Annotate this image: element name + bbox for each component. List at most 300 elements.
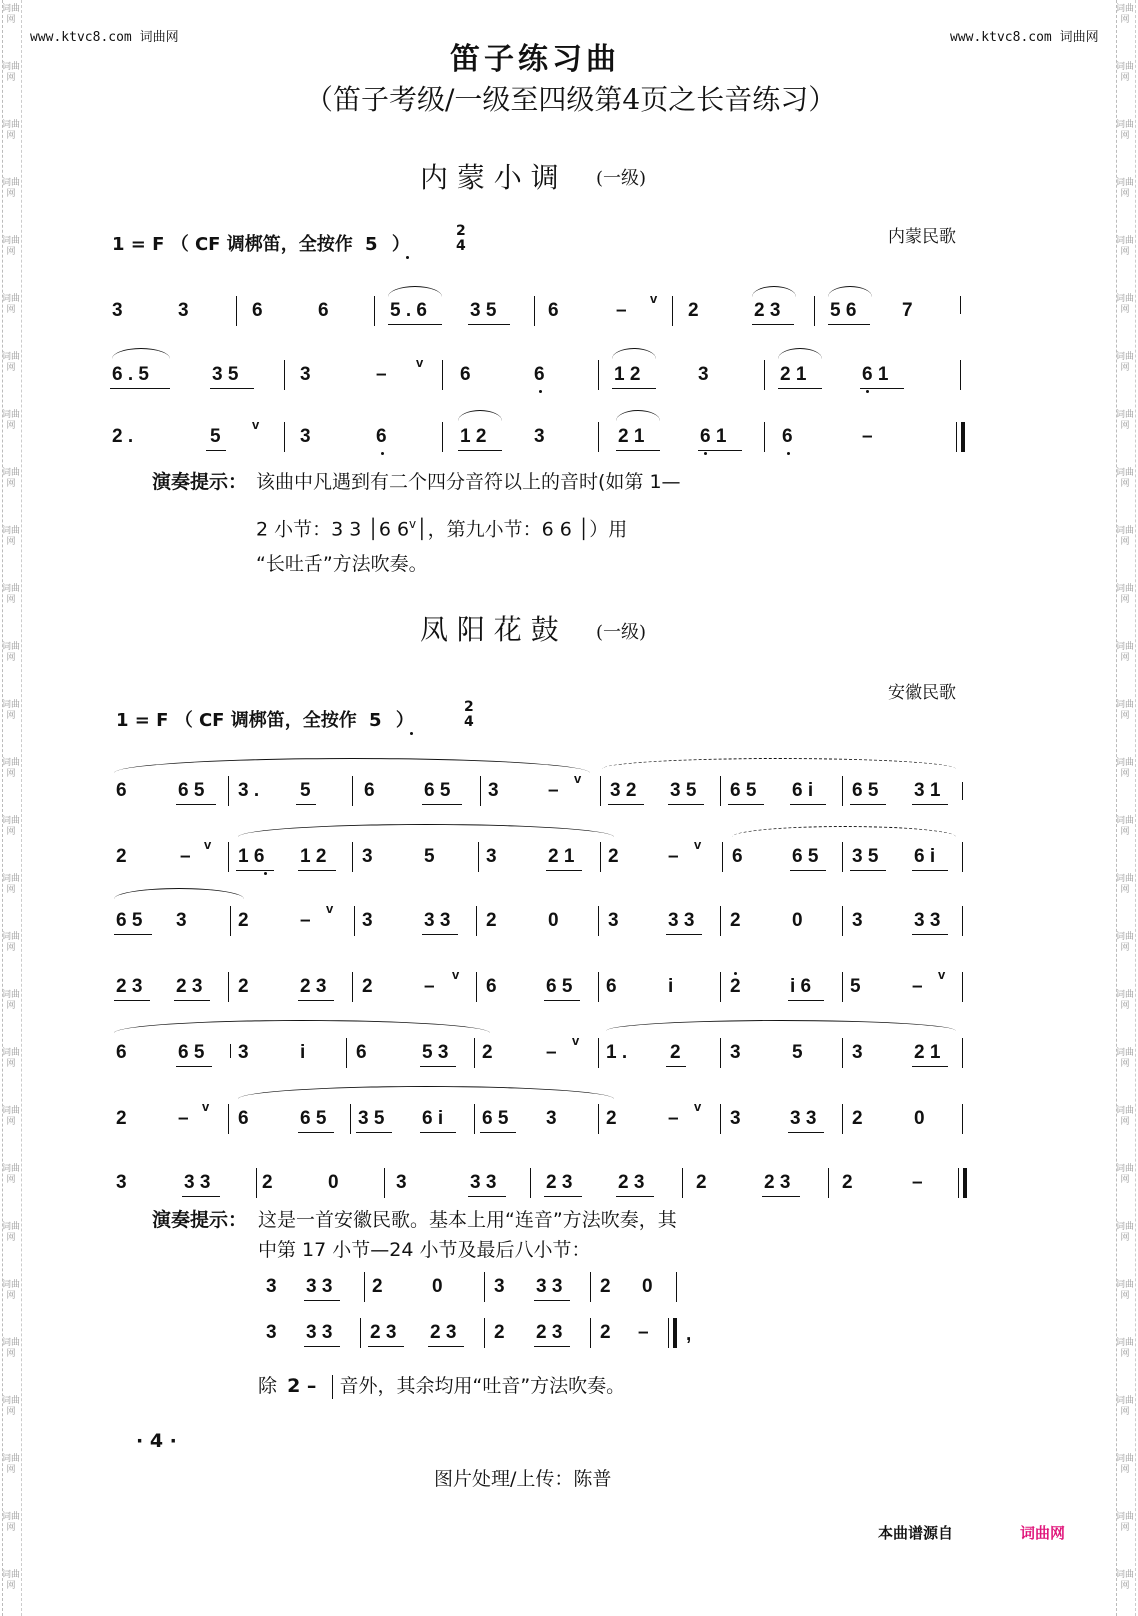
song1-tip-line2-b: │，第九小节：6 6 │）用 (416, 518, 628, 541)
note: 6 5 (852, 780, 879, 801)
song2-staff-row-2 (0, 838, 1138, 878)
song2-staff-row-6 (0, 1100, 1138, 1140)
note: 0 (914, 1108, 925, 1129)
barline (668, 1318, 669, 1348)
song2-tip-line3-notes: 2 – (287, 1375, 317, 1397)
note: 2 1 (548, 846, 575, 867)
beam-underline (912, 804, 948, 805)
slur (606, 1020, 956, 1031)
note: 2 3 (430, 1322, 457, 1343)
note: 3 5 (470, 300, 497, 321)
edge-watermark-text: 词曲网 (1116, 526, 1135, 547)
breath-mark: v (326, 901, 334, 916)
barline (598, 422, 599, 452)
breath-mark: v (204, 837, 212, 852)
edge-watermark-text: 词曲网 (2, 1222, 21, 1243)
note: – (912, 1172, 923, 1193)
note: 3 3 (306, 1276, 333, 1297)
note: 6 (116, 1042, 127, 1063)
breath-mark: v (202, 1099, 210, 1114)
edge-watermark-text: 词曲网 (1116, 62, 1135, 83)
beam-underline (458, 450, 502, 451)
beam-underline (206, 450, 226, 451)
barline (956, 422, 957, 452)
note: 2 (372, 1276, 383, 1297)
note: 6 (534, 364, 545, 385)
beam-underline (298, 870, 336, 871)
barline (598, 1104, 599, 1134)
note: 3 (494, 1276, 505, 1297)
note: i (668, 976, 674, 997)
barline (228, 776, 229, 806)
song2-time-signature (464, 700, 474, 730)
beam-underline (790, 870, 826, 871)
edge-watermark-text: 词曲网 (2, 1164, 21, 1185)
octave-dot (704, 452, 707, 455)
edge-watermark-text: 词曲网 (1116, 1454, 1135, 1475)
slur (458, 410, 502, 421)
edge-watermark-text: 词曲网 (2, 178, 21, 199)
barline (476, 972, 477, 1002)
beam-underline (356, 1132, 392, 1133)
edge-watermark-text: 词曲网 (1116, 932, 1135, 953)
barline (598, 906, 599, 936)
barline (672, 296, 673, 326)
note: – (546, 1042, 557, 1063)
note: 3 (178, 300, 189, 321)
note: 6 (460, 364, 471, 385)
note: 3 3 (790, 1108, 817, 1129)
note: 1 2 (460, 426, 487, 447)
edge-watermark-text: 词曲网 (1116, 1164, 1135, 1185)
header-url-left[interactable]: www.ktvc8.com 词曲网 (30, 30, 179, 45)
beam-underline (468, 1196, 506, 1197)
barline (284, 360, 285, 390)
song1-tip-line2-a: 2 小节：3 3 │6 6 (256, 518, 410, 541)
barline (962, 782, 963, 800)
note: – (668, 846, 679, 867)
note: 3 (608, 910, 619, 931)
note: – (180, 846, 191, 867)
beam-underline (668, 804, 704, 805)
breath-mark: v (416, 355, 424, 370)
breath-mark: v (694, 837, 702, 852)
note: 3 (852, 910, 863, 931)
edge-watermark-text: 词曲网 (2, 4, 21, 25)
note: 2 3 (370, 1322, 397, 1343)
song2-tip-line2: 中第 17 小节—24 小节及最后八小节： (258, 1239, 591, 1261)
beam-underline (428, 1346, 464, 1347)
song1-tip-label: 演奏提示： (152, 471, 248, 493)
song2-key-signature (116, 706, 414, 732)
edge-watermark-text: 词曲网 (1116, 236, 1135, 257)
note: 3 (238, 1042, 249, 1063)
note: 0 (432, 1276, 443, 1297)
barline (480, 776, 481, 806)
note: 0 (548, 910, 559, 931)
note: 6 (486, 976, 497, 997)
song2-tip-example-row-2 (0, 1314, 1138, 1354)
note: 6 (252, 300, 263, 321)
beam-underline (616, 450, 660, 451)
note: 2 3 (536, 1322, 563, 1343)
slur (752, 286, 796, 297)
song1-staff-row-2 (0, 356, 1138, 396)
song2-staff-row-1 (0, 772, 1138, 812)
note: 6 5 (300, 1108, 327, 1129)
slur (238, 1086, 614, 1099)
edge-watermark-text: 词曲网 (1116, 1570, 1135, 1591)
barline (360, 1318, 361, 1348)
slur (612, 348, 656, 359)
breath-mark: v (694, 1099, 702, 1114)
song1-key-prefix: 1 = F （ CF 调梆笛，全按作 (112, 234, 353, 255)
note: 5 (792, 1042, 803, 1063)
barline (720, 1038, 721, 1068)
song2-tip-line1: 这是一首安徽民歌。基本上用“连音”方法吹奏，其 (258, 1209, 677, 1231)
note: 3 3 (470, 1172, 497, 1193)
beam-underline (296, 804, 316, 805)
slur (112, 348, 170, 359)
song2-key-prefix: 1 = F （ CF 调梆笛，全按作 (116, 710, 357, 731)
barline (764, 422, 765, 452)
song1-staff-row-3 (0, 418, 1138, 458)
beam-underline (850, 804, 886, 805)
song1-staff-row-1 (0, 292, 1138, 332)
note: 3 3 (914, 910, 941, 931)
note: 1 6 (238, 846, 265, 867)
barline (384, 1168, 385, 1198)
barline (374, 296, 375, 326)
edge-watermark-text: 词曲网 (1116, 816, 1135, 837)
note: 2 (842, 1172, 853, 1193)
beam-underline (420, 1066, 456, 1067)
note: 2 (494, 1322, 505, 1343)
edge-watermark-text: 词曲网 (1116, 1106, 1135, 1127)
slur (828, 286, 872, 297)
edge-watermark-text: 词曲网 (2, 642, 21, 663)
barline (352, 972, 353, 1002)
barline (598, 1038, 599, 1068)
note: 2 (116, 846, 127, 867)
song2-key-note: 5 (369, 710, 382, 731)
note: 6 5 (546, 976, 573, 997)
note: 3 (362, 910, 373, 931)
song1-key-signature (112, 230, 410, 256)
edge-watermark-text: 词曲网 (2, 584, 21, 605)
slur (616, 410, 660, 421)
beam-underline (544, 1000, 580, 1001)
edge-watermark-text: 词曲网 (2, 1106, 21, 1127)
note: 3 3 (536, 1276, 563, 1297)
note: 2 (606, 1108, 617, 1129)
note: 3 3 (668, 910, 695, 931)
note: 2 3 (618, 1172, 645, 1193)
note: 5 6 (830, 300, 857, 321)
song1-time-signature (456, 224, 466, 254)
note: 3 5 (212, 364, 239, 385)
barline (720, 776, 721, 806)
edge-watermark-text: 词曲网 (1116, 1338, 1135, 1359)
note: 6 (548, 300, 559, 321)
barline (682, 1168, 683, 1198)
note: – (376, 364, 387, 385)
barline (230, 1044, 231, 1058)
barline (484, 1272, 485, 1302)
note: 2 (600, 1322, 611, 1343)
barline (960, 360, 961, 390)
note: 2 3 (300, 976, 327, 997)
note: 2 1 (914, 1042, 941, 1063)
song2-staff-row-7 (0, 1164, 1138, 1204)
barline (722, 842, 723, 872)
beam-underline (114, 934, 152, 935)
octave-dot (787, 452, 790, 455)
barline (958, 1168, 959, 1198)
note: 3 (534, 426, 545, 447)
edge-watermark-text: 词曲网 (1116, 874, 1135, 895)
note: – (862, 426, 873, 447)
beam-underline (236, 870, 274, 871)
beam-underline (368, 1346, 404, 1347)
edge-watermark-text: 词曲网 (2, 294, 21, 315)
note: 0 (792, 910, 803, 931)
edge-watermark-text: 词曲网 (1116, 468, 1135, 489)
note: 6 (116, 780, 127, 801)
edge-watermark-text: 词曲网 (1116, 1222, 1135, 1243)
beam-underline (176, 1066, 212, 1067)
credit: 图片处理/上传：陈普 (434, 1468, 612, 1490)
note: 3 (852, 1042, 863, 1063)
note: 2 (730, 976, 741, 997)
edge-watermark-text: 词曲网 (1116, 294, 1135, 315)
barline (484, 1318, 485, 1348)
note: 6 (782, 426, 793, 447)
beam-underline (666, 934, 702, 935)
note: 1 . (606, 1042, 628, 1063)
song1-title: 内 蒙 小 调 (420, 161, 559, 194)
song2-staff-row-5 (0, 1034, 1138, 1074)
edge-watermark-text: 词曲网 (2, 1338, 21, 1359)
barline (230, 906, 231, 936)
edge-watermark-text: 词曲网 (2, 1396, 21, 1417)
breath-mark: v (252, 417, 260, 432)
edge-watermark-text: 词曲网 (1116, 1512, 1135, 1533)
note: i (300, 1042, 306, 1063)
edge-watermark-text: 词曲网 (2, 352, 21, 373)
note: 3 (266, 1322, 277, 1343)
song1-time-top: 2 (456, 223, 466, 239)
barline (534, 296, 535, 326)
footer-site-link[interactable]: 词曲网 (1020, 1524, 1066, 1542)
barline (478, 842, 479, 872)
note: 2 . (112, 426, 134, 447)
beam-underline (210, 388, 254, 389)
breath-mark: v (452, 967, 460, 982)
note: 3 (112, 300, 123, 321)
beam-underline (778, 388, 822, 389)
octave-dot (734, 972, 737, 975)
note: 2 (688, 300, 699, 321)
note: 6 (376, 426, 387, 447)
note: 6 (238, 1108, 249, 1129)
song1-key-suffix: ） (391, 234, 410, 255)
edge-watermark-text: 词曲网 (2, 1454, 21, 1475)
note: 3 (300, 364, 311, 385)
beam-underline (666, 1066, 686, 1067)
song2-tip-line3-suffix: 音外，其余均用“吐音”方法吹奏。 (339, 1375, 626, 1397)
edge-watermark-text: 词曲网 (2, 990, 21, 1011)
edge-watermark-text: 词曲网 (1116, 700, 1135, 721)
note: 3 (266, 1276, 277, 1297)
barline (842, 1038, 843, 1068)
song1-key-note: 5 (365, 234, 378, 255)
slur (114, 1020, 490, 1033)
note: 3 (488, 780, 499, 801)
comma: , (686, 1324, 692, 1345)
beam-underline (608, 804, 644, 805)
slur (238, 824, 614, 837)
barline (352, 842, 353, 872)
octave-dot (381, 452, 384, 455)
note: 2 1 (618, 426, 645, 447)
beam-underline (298, 1000, 334, 1001)
beam-underline (422, 804, 462, 805)
edge-watermark-text: 词曲网 (2, 468, 21, 489)
final-barline (673, 1318, 677, 1348)
edge-watermark-text: 词曲网 (2, 120, 21, 141)
note: 1 2 (614, 364, 641, 385)
barline (720, 1104, 721, 1134)
note: 2 (238, 910, 249, 931)
note: 2 (600, 1276, 611, 1297)
beam-underline (612, 388, 656, 389)
barline (962, 842, 963, 872)
barline (474, 1104, 475, 1134)
song1-tip-line3: “长吐舌”方法吹奏。 (256, 553, 428, 575)
note: 2 (486, 910, 497, 931)
note: 5 3 (422, 1042, 449, 1063)
song2-tip-label: 演奏提示： (152, 1209, 248, 1231)
barline (590, 1272, 591, 1302)
beam-underline (176, 804, 216, 805)
note: – (178, 1108, 189, 1129)
octave-dot (539, 390, 542, 393)
header-url-right[interactable]: www.ktvc8.com 词曲网 (950, 30, 1099, 45)
song2-tip-example-row-1 (0, 1268, 1138, 1308)
note: 7 (902, 300, 913, 321)
note: 2 (730, 910, 741, 931)
slur (732, 826, 956, 837)
barline (474, 1038, 475, 1068)
beam-underline (420, 1132, 456, 1133)
final-barline (961, 422, 965, 452)
beam-underline (534, 1300, 570, 1301)
edge-watermark-text: 词曲网 (2, 758, 21, 779)
note: 3 3 (424, 910, 451, 931)
barline (842, 1104, 843, 1134)
note: 5 (300, 780, 311, 801)
edge-watermark-text: 词曲网 (1116, 642, 1135, 663)
note: 5 (210, 426, 221, 447)
breath-mark: v (938, 967, 946, 982)
song2-staff-row-3 (0, 902, 1138, 942)
song1-key-note-dot (406, 256, 409, 259)
note: 3 (486, 846, 497, 867)
song1-origin: 内蒙民歌 (888, 227, 956, 247)
beam-underline (422, 934, 458, 935)
beam-underline (304, 1346, 340, 1347)
note: 6 5 (730, 780, 757, 801)
barline (364, 1272, 365, 1302)
beam-underline (752, 324, 794, 325)
note: 2 (362, 976, 373, 997)
note: 3 (176, 910, 187, 931)
barline (228, 972, 229, 1002)
final-barline (963, 1168, 967, 1198)
note: 2 (608, 846, 619, 867)
barline (284, 422, 285, 452)
note: 6 5 (482, 1108, 509, 1129)
breath-mark: v (574, 771, 582, 786)
note: 3 5 (358, 1108, 385, 1129)
edge-watermark-text: 词曲网 (2, 410, 21, 431)
beam-underline (544, 1196, 582, 1197)
note: 6 (364, 780, 375, 801)
beam-underline (182, 1196, 220, 1197)
barline (814, 296, 815, 326)
note: 2 (482, 1042, 493, 1063)
note: 6 i (914, 846, 936, 867)
beam-underline (912, 934, 948, 935)
note: 0 (328, 1172, 339, 1193)
barline (962, 972, 963, 1002)
barline (962, 1038, 963, 1068)
page-number: · 4 · (136, 1430, 177, 1452)
note: 2 3 (764, 1172, 791, 1193)
note: – (548, 780, 559, 801)
note: 0 (642, 1276, 653, 1297)
edge-watermark-text: 词曲网 (2, 236, 21, 257)
note: 3 . (238, 780, 260, 801)
beam-underline (762, 1196, 800, 1197)
barline (346, 1038, 347, 1068)
barline (600, 776, 601, 806)
barline (442, 422, 443, 452)
page-subtitle: （笛子考级/一级至四级第4页之长音练习） (305, 83, 837, 116)
beam-underline (546, 870, 582, 871)
beam-underline (788, 1000, 824, 1001)
note: 3 5 (670, 780, 697, 801)
note: 2 1 (780, 364, 807, 385)
edge-watermark-text: 词曲网 (1116, 4, 1135, 25)
barline (960, 296, 961, 314)
beam-underline (698, 450, 742, 451)
note: 6 5 (178, 1042, 205, 1063)
note: 6 . 5 (112, 364, 149, 385)
barline (842, 906, 843, 936)
edge-watermark-text: 词曲网 (2, 932, 21, 953)
beam-underline (110, 388, 170, 389)
note: 2 3 (116, 976, 143, 997)
song1-level: (一级) (596, 168, 647, 189)
song1-tip-line1: 该曲中凡遇到有二个四分音符以上的音时(如第 1— (256, 471, 681, 493)
slur (114, 758, 590, 773)
note: 6 5 (116, 910, 143, 931)
edge-watermark-text: 词曲网 (2, 816, 21, 837)
note: 3 3 (184, 1172, 211, 1193)
beam-underline (912, 1066, 948, 1067)
